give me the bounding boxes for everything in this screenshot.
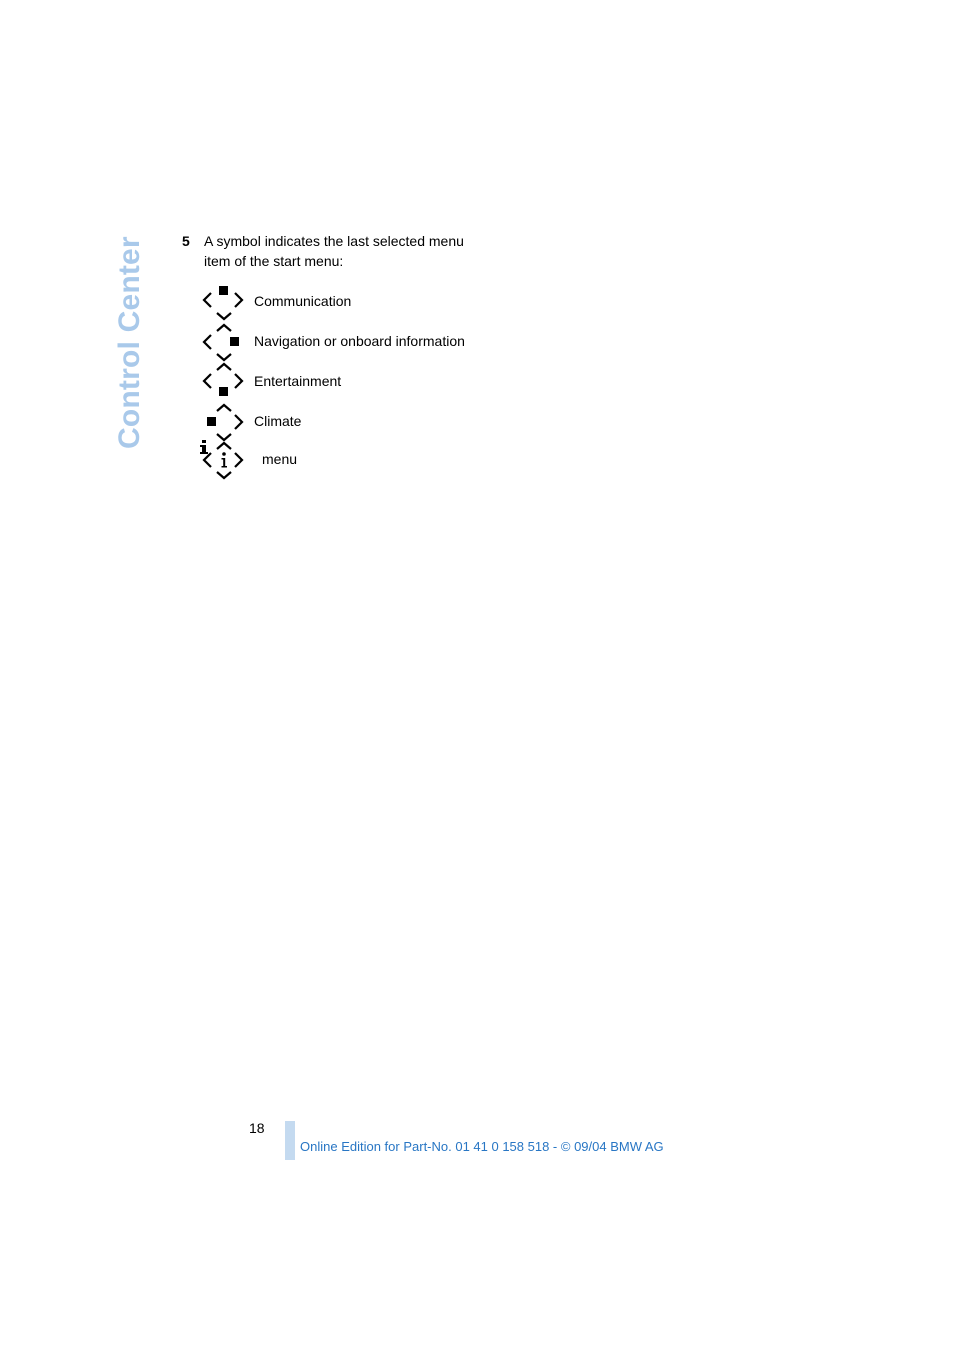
info-icon	[200, 440, 208, 454]
symbol-label-climate: Climate	[254, 413, 302, 429]
footer-edition-text: Online Edition for Part-No. 01 41 0 158 518 - © 09/04 BMW AG	[300, 1139, 664, 1154]
symbol-label-communication: Communication	[254, 293, 352, 309]
footer-accent-bar	[285, 1121, 295, 1160]
list-item-number: 5	[182, 233, 190, 249]
symbol-label-navigation: Navigation or onboard information	[254, 333, 465, 349]
symbol-label-entertainment: Entertainment	[254, 373, 342, 389]
page-number: 18	[249, 1120, 265, 1136]
controller-down-selected-icon	[200, 362, 246, 406]
controller-right-selected-icon	[200, 322, 246, 366]
section-title: Control Center	[113, 236, 146, 449]
symbol-label-info-menu: menu	[262, 451, 298, 467]
list-item-text: A symbol indicates the last selected menu item of the start menu:	[204, 233, 464, 269]
symbol-row-info-menu	[200, 440, 500, 488]
